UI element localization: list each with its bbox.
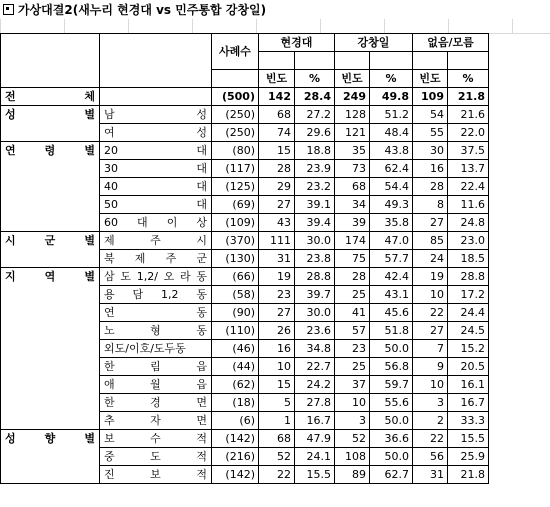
pct-cell: 24.5: [448, 322, 489, 340]
freq-cell: 5: [259, 394, 295, 412]
header-freq: 빈도: [335, 70, 370, 88]
pct-cell: 22.7: [295, 358, 335, 376]
data-row: [1, 448, 489, 466]
data-row: [1, 214, 489, 232]
header-pct: %: [370, 70, 413, 88]
freq-cell: 34: [335, 196, 370, 214]
freq-cell: 128: [335, 106, 370, 124]
freq-cell: 35: [335, 142, 370, 160]
group-label-cell: [1, 340, 100, 358]
pct-cell: 20.5: [448, 358, 489, 376]
header-freq: 빈도: [259, 70, 295, 88]
freq-cell: 19: [413, 268, 448, 286]
pct-cell: 23.0: [448, 232, 489, 250]
freq-cell: 23: [259, 286, 295, 304]
data-row: [1, 232, 489, 250]
group-label-cell: [1, 286, 100, 304]
subgroup-label: 40 대: [100, 178, 212, 196]
pct-cell: 16.7: [448, 394, 489, 412]
spreadsheet-gridlines: [0, 19, 550, 34]
freq-cell: 52: [335, 430, 370, 448]
pct-cell: 29.6: [295, 124, 335, 142]
data-row: [1, 394, 489, 412]
sample-size: (69): [212, 196, 259, 214]
sample-size: (6): [212, 412, 259, 430]
subgroup-label: 한 경 면: [100, 394, 212, 412]
freq-cell: 27: [413, 214, 448, 232]
freq-cell: 108: [335, 448, 370, 466]
header-candidate-1: 현경대: [259, 34, 335, 52]
freq-cell: 25: [335, 286, 370, 304]
freq-cell: 27: [413, 322, 448, 340]
freq-cell: 22: [259, 466, 295, 484]
header-pct: %: [448, 70, 489, 88]
pct-cell: 56.8: [370, 358, 413, 376]
freq-cell: 68: [259, 106, 295, 124]
pct-cell: 22.0: [448, 124, 489, 142]
pct-cell: 13.7: [448, 160, 489, 178]
pct-cell: 50.0: [370, 412, 413, 430]
freq-cell: 28: [259, 160, 295, 178]
freq-cell: 15: [259, 376, 295, 394]
freq-cell: 68: [259, 430, 295, 448]
header-candidate-3: 없음/모름: [413, 34, 489, 52]
pct-cell: 15.5: [448, 430, 489, 448]
data-row: [1, 196, 489, 214]
pct-cell: 55.6: [370, 394, 413, 412]
header-sample: 사례수: [212, 34, 259, 70]
header-blank-cell: [1, 34, 100, 88]
freq-cell: 37: [335, 376, 370, 394]
pct-cell: 11.6: [448, 196, 489, 214]
freq-cell: 28: [335, 268, 370, 286]
pct-cell: 28.8: [448, 268, 489, 286]
freq-cell: 73: [335, 160, 370, 178]
sample-size: (58): [212, 286, 259, 304]
freq-cell: 52: [259, 448, 295, 466]
pct-cell: 22.4: [448, 178, 489, 196]
sample-size: (370): [212, 232, 259, 250]
pct-cell: 23.6: [295, 322, 335, 340]
freq-cell: 26: [259, 322, 295, 340]
subgroup-label: 여 성: [100, 124, 212, 142]
pct-cell: 43.8: [370, 142, 413, 160]
group-label-cell: [1, 376, 100, 394]
subgroup-label: 보 수 적: [100, 430, 212, 448]
freq-cell: 43: [259, 214, 295, 232]
total-val: 21.8: [448, 88, 489, 106]
data-row: [1, 304, 489, 322]
freq-cell: 89: [335, 466, 370, 484]
freq-cell: 75: [335, 250, 370, 268]
sample-size: (18): [212, 394, 259, 412]
subgroup-label: 진 보 적: [100, 466, 212, 484]
subgroup-label: 북 제 주 군: [100, 250, 212, 268]
sample-size: (216): [212, 448, 259, 466]
data-row: [1, 340, 489, 358]
freq-cell: 174: [335, 232, 370, 250]
header-freq: 빈도: [413, 70, 448, 88]
freq-cell: 19: [259, 268, 295, 286]
subgroup-label: 남 성: [100, 106, 212, 124]
sample-size: (142): [212, 466, 259, 484]
freq-cell: 39: [335, 214, 370, 232]
pct-cell: 48.4: [370, 124, 413, 142]
pct-cell: 15.2: [448, 340, 489, 358]
total-val: 142: [259, 88, 295, 106]
pct-cell: 21.8: [448, 466, 489, 484]
pct-cell: 24.8: [448, 214, 489, 232]
sample-size: (46): [212, 340, 259, 358]
data-row: [1, 106, 489, 124]
data-row: [1, 142, 489, 160]
pct-cell: 43.1: [370, 286, 413, 304]
pct-cell: 47.0: [370, 232, 413, 250]
total-val: 249: [335, 88, 370, 106]
pct-cell: 17.2: [448, 286, 489, 304]
data-row: [1, 178, 489, 196]
pct-cell: 28.8: [295, 268, 335, 286]
pct-cell: 50.0: [370, 340, 413, 358]
freq-cell: 57: [335, 322, 370, 340]
subgroup-label: 외도/이호/도두동: [100, 340, 212, 358]
freq-cell: 2: [413, 412, 448, 430]
data-row: [1, 358, 489, 376]
sample-size: (90): [212, 304, 259, 322]
header-spacer: [413, 52, 448, 70]
header-spacer: [295, 52, 335, 70]
freq-cell: 10: [335, 394, 370, 412]
freq-cell: 22: [413, 430, 448, 448]
pct-cell: 39.7: [295, 286, 335, 304]
pct-cell: 24.4: [448, 304, 489, 322]
data-row: [1, 430, 489, 448]
pct-cell: 18.5: [448, 250, 489, 268]
pct-cell: 18.8: [295, 142, 335, 160]
pct-cell: 62.7: [370, 466, 413, 484]
sample-size: (117): [212, 160, 259, 178]
freq-cell: 3: [413, 394, 448, 412]
freq-cell: 74: [259, 124, 295, 142]
sample-size: (125): [212, 178, 259, 196]
freq-cell: 24: [413, 250, 448, 268]
freq-cell: 7: [413, 340, 448, 358]
pct-cell: 54.4: [370, 178, 413, 196]
pct-cell: 16.1: [448, 376, 489, 394]
group-label: 시 군 별: [1, 232, 100, 250]
freq-cell: 1: [259, 412, 295, 430]
subgroup-label: 제 주 시: [100, 232, 212, 250]
group-label-cell: [1, 304, 100, 322]
freq-cell: 31: [259, 250, 295, 268]
freq-cell: 29: [259, 178, 295, 196]
header-spacer: [448, 52, 489, 70]
subgroup-label: 용 담 1,2 동: [100, 286, 212, 304]
freq-cell: 10: [413, 376, 448, 394]
pct-cell: 23.2: [295, 178, 335, 196]
pct-cell: 34.8: [295, 340, 335, 358]
sample-size: (80): [212, 142, 259, 160]
pct-cell: 45.6: [370, 304, 413, 322]
freq-cell: 25: [335, 358, 370, 376]
header-spacer: [259, 52, 295, 70]
pct-cell: 23.9: [295, 160, 335, 178]
subgroup-label: 노 형 동: [100, 322, 212, 340]
subgroup-label: 삼 도 1,2/ 오 라 동: [100, 268, 212, 286]
pct-cell: 30.0: [295, 232, 335, 250]
freq-cell: 121: [335, 124, 370, 142]
header-blank-cell: [212, 70, 259, 88]
pct-cell: 16.7: [295, 412, 335, 430]
data-row: [1, 286, 489, 304]
freq-cell: 9: [413, 358, 448, 376]
pct-cell: 42.4: [370, 268, 413, 286]
group-label-cell: [1, 160, 100, 178]
pct-cell: 27.2: [295, 106, 335, 124]
header-candidate-2: 강창일: [335, 34, 413, 52]
sample-size: (250): [212, 106, 259, 124]
freq-cell: 41: [335, 304, 370, 322]
sample-size: (109): [212, 214, 259, 232]
pct-cell: 39.4: [295, 214, 335, 232]
freq-cell: 27: [259, 304, 295, 322]
pct-cell: 15.5: [295, 466, 335, 484]
group-label: 연 령 별: [1, 142, 100, 160]
sample-size: (130): [212, 250, 259, 268]
freq-cell: 23: [335, 340, 370, 358]
pct-cell: 39.1: [295, 196, 335, 214]
table-body: [1, 34, 489, 484]
total-label: 전 체: [1, 88, 100, 106]
freq-cell: 56: [413, 448, 448, 466]
header-pct: %: [295, 70, 335, 88]
subgroup-label: 30 대: [100, 160, 212, 178]
freq-cell: 85: [413, 232, 448, 250]
group-label: 성 별: [1, 106, 100, 124]
pct-cell: 30.0: [295, 304, 335, 322]
freq-cell: 8: [413, 196, 448, 214]
results-table: [0, 33, 489, 484]
total-val: 49.8: [370, 88, 413, 106]
group-label-cell: [1, 466, 100, 484]
pct-cell: 37.5: [448, 142, 489, 160]
freq-cell: 68: [335, 178, 370, 196]
pct-cell: 59.7: [370, 376, 413, 394]
data-row: [1, 322, 489, 340]
pct-cell: 24.1: [295, 448, 335, 466]
freq-cell: 30: [413, 142, 448, 160]
total-val: 28.4: [295, 88, 335, 106]
data-row: [1, 250, 489, 268]
group-label-cell: [1, 178, 100, 196]
pct-cell: 21.6: [448, 106, 489, 124]
sample-size: (66): [212, 268, 259, 286]
pct-cell: 51.2: [370, 106, 413, 124]
group-label-cell: [1, 250, 100, 268]
group-label-cell: [1, 124, 100, 142]
subgroup-label: 50 대: [100, 196, 212, 214]
pct-cell: 23.8: [295, 250, 335, 268]
subgroup-label: 추 자 면: [100, 412, 212, 430]
group-label-cell: [1, 358, 100, 376]
data-row: [1, 268, 489, 286]
total-blank: [100, 88, 212, 106]
pct-cell: 27.8: [295, 394, 335, 412]
header-blank-cell: [100, 34, 212, 88]
sample-size: (44): [212, 358, 259, 376]
pct-cell: 24.2: [295, 376, 335, 394]
subgroup-label: 60 대 이 상: [100, 214, 212, 232]
data-row: [1, 160, 489, 178]
total-row: [1, 88, 489, 106]
header-spacer: [370, 52, 413, 70]
header-spacer: [335, 52, 370, 70]
pct-cell: 62.4: [370, 160, 413, 178]
sample-size: (142): [212, 430, 259, 448]
freq-cell: 28: [413, 178, 448, 196]
total-val: 109: [413, 88, 448, 106]
group-label-cell: [1, 214, 100, 232]
freq-cell: 54: [413, 106, 448, 124]
freq-cell: 111: [259, 232, 295, 250]
freq-cell: 15: [259, 142, 295, 160]
pct-cell: 57.7: [370, 250, 413, 268]
group-label-cell: [1, 412, 100, 430]
group-label: 지 역 별: [1, 268, 100, 286]
group-label-cell: [1, 394, 100, 412]
group-label-cell: [1, 196, 100, 214]
freq-cell: 55: [413, 124, 448, 142]
group-label-cell: [1, 322, 100, 340]
pct-cell: 33.3: [448, 412, 489, 430]
data-row: [1, 376, 489, 394]
subgroup-label: 중 도 적: [100, 448, 212, 466]
data-row: [1, 466, 489, 484]
freq-cell: 16: [259, 340, 295, 358]
pct-cell: 35.8: [370, 214, 413, 232]
sample-size: (250): [212, 124, 259, 142]
freq-cell: 27: [259, 196, 295, 214]
subgroup-label: 한 림 읍: [100, 358, 212, 376]
subgroup-label: 20 대: [100, 142, 212, 160]
group-label-cell: [1, 448, 100, 466]
pct-cell: 51.8: [370, 322, 413, 340]
freq-cell: 16: [413, 160, 448, 178]
freq-cell: 22: [413, 304, 448, 322]
pct-cell: 36.6: [370, 430, 413, 448]
title-bar: [0, 0, 550, 19]
freq-cell: 10: [413, 286, 448, 304]
sample-size: (62): [212, 376, 259, 394]
pct-cell: 25.9: [448, 448, 489, 466]
sample-size: (110): [212, 322, 259, 340]
page-title: 가상대결2(새누리 현경대 vs 민주통합 강창일): [18, 3, 267, 17]
subgroup-label: 연 동: [100, 304, 212, 322]
freq-cell: 3: [335, 412, 370, 430]
pct-cell: 47.9: [295, 430, 335, 448]
freq-cell: 31: [413, 466, 448, 484]
data-row: [1, 124, 489, 142]
group-label: 성 향 별: [1, 430, 100, 448]
data-row: [1, 412, 489, 430]
pct-cell: 50.0: [370, 448, 413, 466]
pct-cell: 49.3: [370, 196, 413, 214]
total-n: (500): [212, 88, 259, 106]
freq-cell: 10: [259, 358, 295, 376]
collapse-box-icon[interactable]: [3, 4, 14, 15]
header-row-candidates: [1, 34, 489, 52]
subgroup-label: 애 월 읍: [100, 376, 212, 394]
